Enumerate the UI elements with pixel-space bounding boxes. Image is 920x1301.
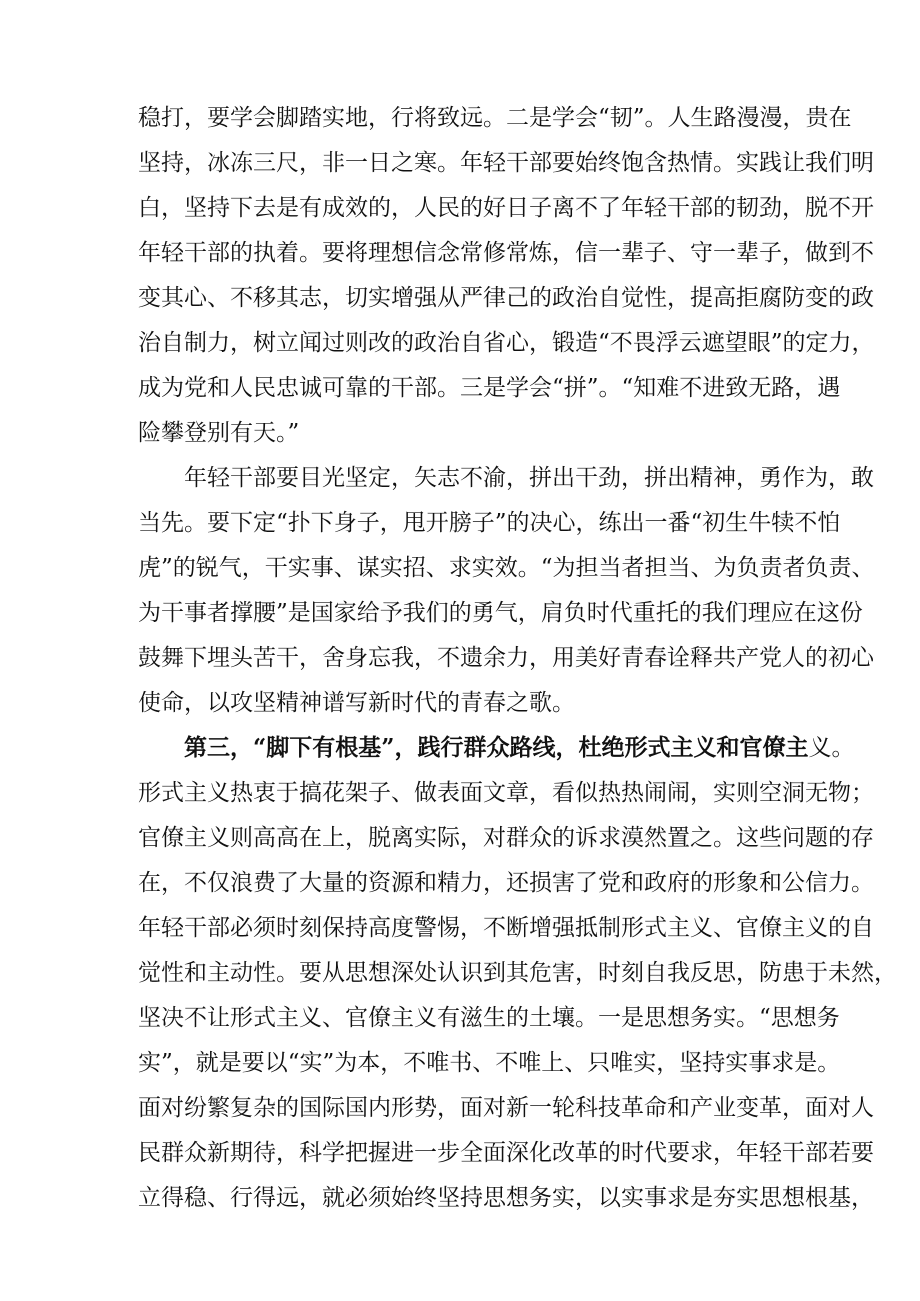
paragraph-3-line-7: 实”，就是要以“实”为本，不唯书、不唯上、只唯实，坚持实事求是。 [138,1050,841,1076]
paragraph-1-line-6: 治自制力，树立闻过则改的政治自省心，锻造“不畏浮云遮望眼”的定力， [138,330,875,356]
paragraph-3-line-9: 民群众新期待，科学把握进一步全面深化改革的时代要求，年轻干部若要 [138,1140,874,1166]
paragraph-1-line-8: 险攀登别有天。” [138,420,300,446]
paragraph-2-line-5: 鼓舞下埋头苦干，舍身忘我，不遗余力，用美好青春诠释共产党人的初心 [138,645,874,671]
paragraph-1-line-1: 稳打，要学会脚踏实地，行将致远。二是学会“韧”。人生路漫漫，贵在 [138,105,852,131]
paragraph-1-line-5: 变其心、不移其志，切实增强从严律己的政治自觉性，提高拒腐防变的政 [138,285,874,311]
paragraph-1-line-4: 年轻干部的执着。要将理想信念常修常炼，信一辈子、守一辈子，做到不 [138,240,874,266]
section-heading-tail: 义。 [808,735,855,761]
paragraph-1-line-3: 白，坚持下去是有成效的，人民的好日子离不了年轻干部的韧劲，脱不开 [138,195,874,221]
paragraph-3-line-1: 形式主义热衷于搞花架子、做表面文章，看似热热闹闹，实则空洞无物； [138,780,874,806]
paragraph-2-line-2: 当先。要下定“扑下身子，甩开膀子”的决心，练出一番“初生牛犊不怕 [138,510,841,536]
paragraph-3-line-10: 立得稳、行得远，就必须始终坚持思想务实，以实事求是夯实思想根基， [138,1185,874,1211]
section-heading-bold: 第三，“脚下有根基”，践行群众路线，杜绝形式主义和官僚主 [184,734,809,761]
paragraph-1-line-2: 坚持，冰冻三尺，非一日之寒。年轻干部要始终饱含热情。实践让我们明 [138,150,874,176]
paragraph-3-heading [184,728,854,768]
paragraph-3-line-4: 年轻干部必须时刻保持高度警惕，不断增强抵制形式主义、官僚主义的自 [138,915,874,941]
paragraph-2-line-1: 年轻干部要目光坚定，矢志不渝，拼出干劲，拼出精神，勇作为，敢 [184,465,874,491]
paragraph-1-line-7: 成为党和人民忠诚可靠的干部。三是学会“拼”。“知难不进致无路，遇 [138,375,841,401]
paragraph-3-line-3: 在，不仅浪费了大量的资源和精力，还损害了党和政府的形象和公信力。 [138,870,874,896]
paragraph-3-line-5: 觉性和主动性。要从思想深处认识到其危害，时刻自我反思，防患于未然， [138,960,897,986]
paragraph-3-line-6: 坚决不让形式主义、官僚主义有滋生的土壤。一是思想务实。“思想务 [138,1005,840,1031]
paragraph-2-line-6: 使命，以攻坚精神谱写新时代的青春之歌。 [138,690,575,716]
paragraph-3-line-2: 官僚主义则高高在上，脱离实际，对群众的诉求漠然置之。这些问题的存 [138,825,874,851]
paragraph-2-line-4: 为干事者撑腰”是国家给予我们的勇气，肩负时代重托的我们理应在这份 [138,600,863,626]
paragraph-3-line-8: 面对纷繁复杂的国际国内形势，面对新一轮科技革命和产业变革，面对人 [138,1095,874,1121]
paragraph-2-line-3: 虎”的锐气，干实事、谋实招、求实效。“为担当者担当、为负责者负责、 [138,555,875,581]
